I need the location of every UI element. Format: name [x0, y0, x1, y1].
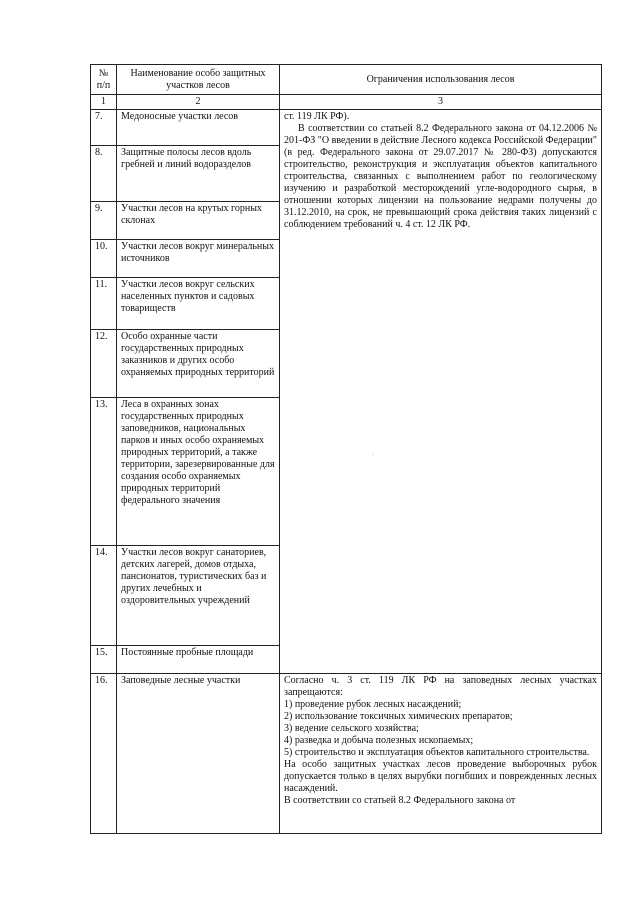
restriction-item: 3) ведение сельского хозяйства;	[284, 723, 419, 734]
row-num: 9.	[91, 202, 117, 240]
table-header-row	[91, 65, 602, 95]
restriction-paragraph: В соответствии со статьей 8.2 Федерального закона от	[284, 795, 516, 806]
row-num: 12.	[91, 330, 117, 398]
header-name: Наименование особо защитных участков лесов	[117, 65, 280, 95]
index-row	[91, 95, 602, 110]
row-name: Заповедные лесные участки	[117, 674, 280, 834]
restriction-item: 2) использование токсичных химических препаратов;	[284, 711, 513, 722]
restriction-paragraph: На особо защитных участках лесов проведение выборочных рубок допускается только в целях вырубки погибших и поврежденных лесных насаждений.	[284, 759, 597, 794]
row-name: Леса в охранных зонах государственных природных заповедников, национальных парков и иных особо охраняемых природных территорий, а также территории, зарезервированные для создания особо охраняемых природных территорий федерального значения	[117, 398, 280, 546]
header-num: № п/п	[91, 65, 117, 95]
row-num: 15.	[91, 646, 117, 674]
index-cell: 2	[117, 95, 280, 110]
restriction-intro: Согласно ч. 3 ст. 119 ЛК РФ на заповедных лесных участках запрещаются:	[284, 675, 597, 698]
row-num: 16.	[91, 674, 117, 834]
scan-mark: ·	[372, 452, 374, 458]
row-num: 10.	[91, 240, 117, 278]
row-num: 11.	[91, 278, 117, 330]
restrictions-cell-2	[280, 674, 602, 834]
row-name: Медоносные участки лесов	[117, 110, 280, 146]
table-row	[91, 110, 602, 146]
restriction-item: 1) проведение рубок лесных насаждений;	[284, 699, 462, 710]
header-restrictions: Ограничения использования лесов	[280, 65, 602, 95]
index-cell: 1	[91, 95, 117, 110]
row-name: Постоянные пробные площади	[117, 646, 280, 674]
row-name: Защитные полосы лесов вдоль гребней и линий водоразделов	[117, 146, 280, 202]
row-num: 8.	[91, 146, 117, 202]
row-name: Участки лесов вокруг сельских населенных пунктов и садовых товариществ	[117, 278, 280, 330]
index-cell: 3	[280, 95, 602, 110]
row-name: Участки лесов на крутых горных склонах	[117, 202, 280, 240]
restriction-item: 4) разведка и добыча полезных ископаемых;	[284, 735, 474, 746]
restrictions-table	[90, 64, 602, 834]
restrictions-cell-1	[280, 110, 602, 674]
row-name: Участки лесов вокруг санаториев, детских лагерей, домов отдыха, пансионатов, туристических баз и других лечебных и оздоровительных учреждений	[117, 546, 280, 646]
table-row	[91, 674, 602, 834]
restriction-paragraph: В соответствии со статьей 8.2 Федерального закона от 04.12.2006 № 201-ФЗ "О введении в действие Лесного кодекса Российской Федерации" (в ред. Федерального закона от 29.07.2017 № 280-ФЗ) допускаются строительство, реконструкция и эксплуатация объектов капитального строительства, связанных с выполнением работ по геологическому изучению и разработкой месторождений угле-водородного сырья, в отношении которых лицензии на пользование недрами получены до 31.12.2010, на срок, не превышающий срока действия таких лицензий с соблюдением требований ч. 4 ст. 12 ЛК РФ.	[284, 123, 597, 230]
row-name: Особо охранные части государственных природных заказников и других особо охраняемых природных территорий	[117, 330, 280, 398]
row-name: Участки лесов вокруг минеральных источников	[117, 240, 280, 278]
restriction-item: 5) строительство и эксплуатация объектов капитального строительства.	[284, 747, 590, 758]
row-num: 14.	[91, 546, 117, 646]
restriction-line: ст. 119 ЛК РФ).	[284, 111, 350, 122]
row-num: 13.	[91, 398, 117, 546]
row-num: 7.	[91, 110, 117, 146]
